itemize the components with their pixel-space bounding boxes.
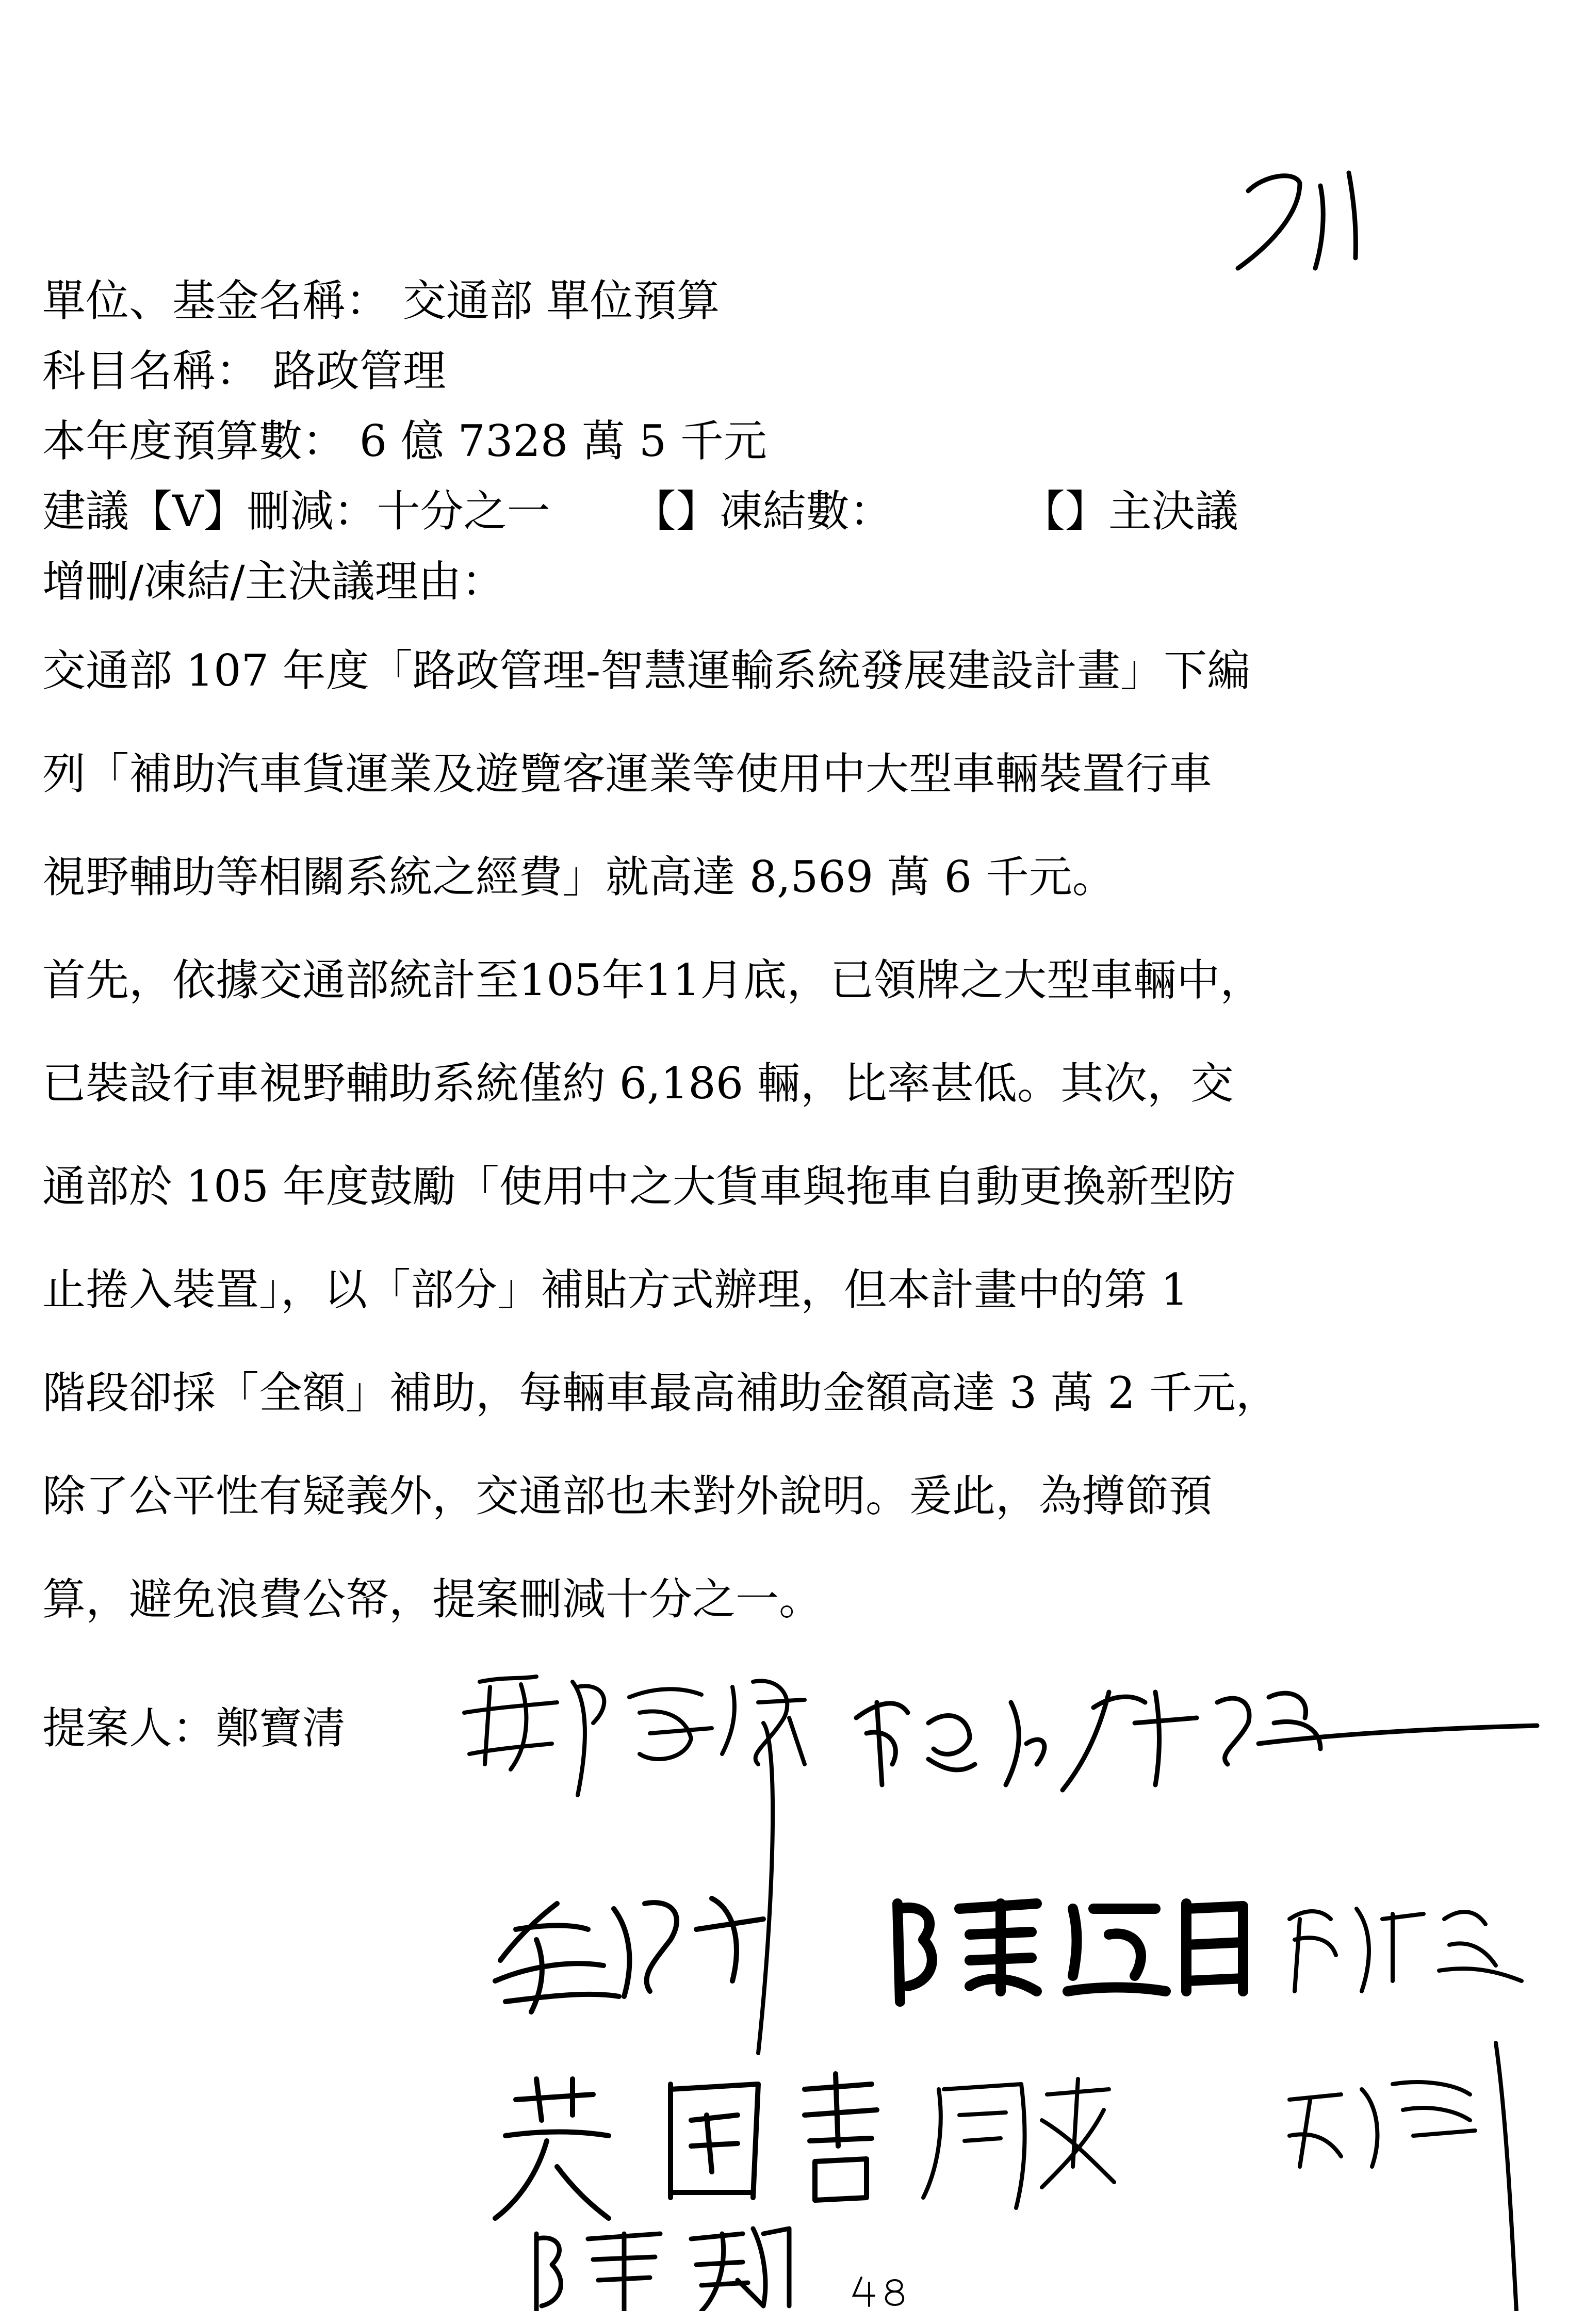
signature bbox=[495, 1898, 763, 2012]
body-line: 列「補助汽車貨運業及遊覽客運業等使用中大型車輛裝置行車 bbox=[42, 749, 1213, 799]
signature bbox=[629, 1681, 805, 2053]
signature bbox=[1289, 1909, 1522, 1991]
body-line: 階段卻採「全額」補助，每輛車最高補助金額高達 3 萬 2 千元， bbox=[42, 1368, 1279, 1418]
body-line: 視野輔助等相關系統之經費」就高達 8,569 萬 6 千元。 bbox=[42, 852, 1116, 902]
body-line: 交通部 107 年度「路政管理-智慧運輸系統發展建設計畫」下編 bbox=[42, 645, 1251, 696]
option-resolution: 【】主決議 bbox=[1021, 486, 1238, 537]
body-line: 算，避免浪費公帑，提案刪減十分之一。 bbox=[42, 1574, 823, 1624]
signature bbox=[923, 2079, 1114, 2208]
reason-body bbox=[42, 619, 1517, 1651]
reason-label: 增刪/凍結/主決議理由： bbox=[42, 556, 505, 607]
signature bbox=[495, 2079, 609, 2218]
body-line: 通部於 105 年度鼓勵「使用中之大貨車與拖車自動更換新型防 bbox=[42, 1161, 1236, 1212]
option-freeze: 【】凍結數： bbox=[632, 486, 893, 537]
suggestion-options bbox=[42, 476, 1528, 546]
form-header bbox=[42, 266, 1528, 616]
signature bbox=[536, 2229, 789, 2311]
annual-budget: 本年度預算數： 6 億 7328 萬 5 千元 bbox=[42, 416, 767, 466]
body-line: 已裝設行車視野輔助系統僅約 6,186 輛，比率甚低。其次，交 bbox=[42, 1058, 1234, 1109]
signature bbox=[1063, 1692, 1537, 1790]
subject-name: 科目名稱： 路政管理 bbox=[42, 346, 446, 396]
option-cut: 建議【V】刪減：十分之一 bbox=[42, 486, 550, 537]
signature bbox=[1289, 2043, 1516, 2311]
handwritten-signatures bbox=[0, 1640, 1584, 2311]
signature bbox=[464, 1677, 604, 1795]
body-line: 首先，依據交通部統計至105年11月底，已領牌之大型車輛中， bbox=[42, 955, 1264, 1005]
unit-fund-name: 單位、基金名稱： 交通部 單位預算 bbox=[42, 275, 720, 326]
body-line: 除了公平性有疑義外，交通部也未對外說明。爰此，為撙節預 bbox=[42, 1471, 1213, 1521]
proposer-label: 提案人：鄭寶清 bbox=[42, 1703, 346, 1753]
body-line: 止捲入裝置」，以「部分」補貼方式辦理，但本計畫中的第 1 bbox=[42, 1264, 1189, 1315]
signature bbox=[671, 2074, 877, 2200]
handwritten-footer-number bbox=[846, 2270, 918, 2311]
signature bbox=[897, 1904, 1243, 2002]
signature bbox=[856, 1702, 1044, 1785]
